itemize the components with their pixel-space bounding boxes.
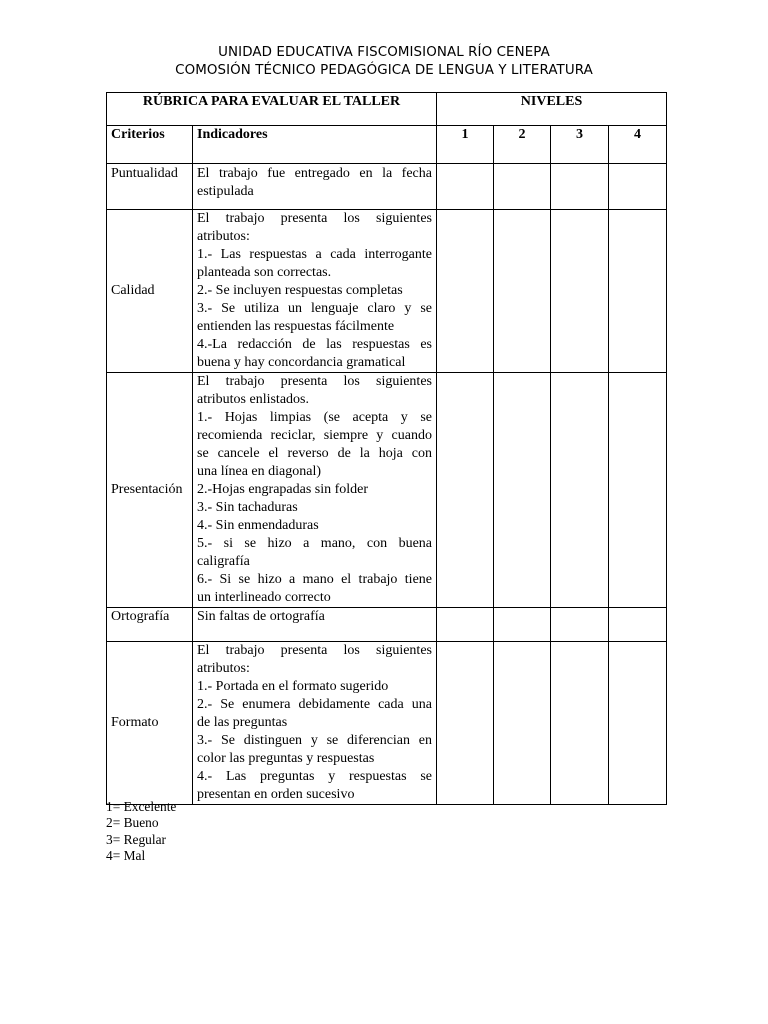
indicador-line: 2.-Hojas engrapadas sin folder [197,482,369,497]
levels-header: NIVELES [437,93,667,126]
indicador-line: 5.- si se hizo a mano, con buena [197,536,432,551]
indicador-cell [193,642,437,805]
legend-item-4: 4= Mal [106,847,146,863]
table-row [107,210,667,373]
indicador-line: estipulada [197,184,254,199]
indicador-line: 3.- Se distinguen y se diferencian en [197,733,432,748]
indicador-line: 2.- Se incluyen respuestas completas [197,283,403,298]
level-1-score-cell[interactable] [437,608,494,642]
level-1-score-cell[interactable] [437,164,494,210]
indicador-line: atributos enlistados. [197,392,309,407]
indicador-line: caligrafía [197,554,250,569]
indicador-line: 4.- Las preguntas y respuestas se [197,769,432,784]
indicador-cell [193,608,437,642]
indicador-line: un interlineado correcto [197,590,331,605]
document-header [0,44,768,80]
level-2-score-cell[interactable] [494,642,551,805]
level-2-score-cell[interactable] [494,210,551,373]
table-row [107,373,667,608]
header-line-2: COMOSIÓN TÉCNICO PEDAGÓGICA DE LENGUA Y LITERATURA [175,63,593,78]
table-title-row [107,93,667,126]
legend-item-1: 1= Excelente [106,799,177,814]
level-2-score-cell[interactable] [494,608,551,642]
indicador-line: 2.- Se enumera debidamente cada una [197,697,432,712]
criterio-cell: Formato [107,642,193,805]
indicador-line: atributos: [197,661,250,676]
indicador-line: 4.-La redacción de las respuestas es [197,337,432,352]
indicador-line: color las preguntas y respuestas [197,751,375,766]
indicador-line: 6.- Si se hizo a mano el trabajo tiene [197,572,432,587]
level-1-score-cell[interactable] [437,210,494,373]
header-line-1: UNIDAD EDUCATIVA FISCOMISIONAL RÍO CENEPA [218,45,550,60]
criterio-cell: Calidad [107,210,193,373]
indicador-line: atributos: [197,229,250,244]
indicador-line: El trabajo presenta los siguientes [197,643,432,658]
level-2-score-cell[interactable] [494,164,551,210]
col-criterios-header: Criterios [107,126,193,164]
table-row [107,164,667,210]
indicador-line: El trabajo presenta los siguientes [197,211,432,226]
level-3-score-cell[interactable] [551,608,609,642]
level-1-header: 1 [437,126,494,164]
level-4-score-cell[interactable] [609,164,667,210]
level-4-score-cell[interactable] [609,210,667,373]
indicador-line: de las preguntas [197,715,288,730]
col-indicadores-header: Indicadores [193,126,437,164]
indicador-line: recomienda reciclar, siempre y cuando [197,428,432,443]
indicador-line: 1.- Las respuestas a cada interrogante [197,247,432,262]
levels-legend [106,799,176,864]
level-3-score-cell[interactable] [551,210,609,373]
indicador-line: 1.- Hojas limpias (se acepta y se [197,410,432,425]
indicador-line: planteada son correctas. [197,265,332,280]
table-row [107,608,667,642]
indicador-line: 4.- Sin enmendaduras [197,518,319,533]
table-column-header-row [107,126,667,164]
indicador-cell [193,373,437,608]
criterio-cell: Puntualidad [107,164,193,210]
level-3-score-cell[interactable] [551,164,609,210]
indicador-line: entienden las respuestas fácilmente [197,319,395,334]
rubric-table [106,92,667,805]
level-4-score-cell[interactable] [609,642,667,805]
rubric-title: RÚBRICA PARA EVALUAR EL TALLER [107,93,437,126]
indicador-line: 3.- Sin tachaduras [197,500,298,515]
level-4-score-cell[interactable] [609,373,667,608]
level-3-score-cell[interactable] [551,373,609,608]
indicador-line: 3.- Se utiliza un lenguaje claro y se [197,301,432,316]
criterio-cell: Ortografía [107,608,193,642]
indicador-line: Sin faltas de ortografía [197,609,325,624]
criterio-cell: Presentación [107,373,193,608]
indicador-cell [193,210,437,373]
level-3-score-cell[interactable] [551,642,609,805]
indicador-cell [193,164,437,210]
level-4-score-cell[interactable] [609,608,667,642]
indicador-line: buena y hay concordancia gramatical [197,355,406,370]
table-row [107,642,667,805]
indicador-line: se cancele el reverso de la hoja con [197,446,432,461]
indicador-line: presentan en orden sucesivo [197,787,355,802]
level-1-score-cell[interactable] [437,373,494,608]
indicador-line: El trabajo presenta los siguientes [197,374,432,389]
level-2-header: 2 [494,126,551,164]
level-1-score-cell[interactable] [437,642,494,805]
indicador-line: una línea en diagonal) [197,464,322,479]
level-3-header: 3 [551,126,609,164]
legend-item-2: 2= Bueno [106,815,159,831]
level-2-score-cell[interactable] [494,373,551,608]
indicador-line: El trabajo fue entregado en la fecha [197,166,432,181]
level-4-header: 4 [609,126,667,164]
indicador-line: 1.- Portada en el formato sugerido [197,679,389,694]
legend-item-3: 3= Regular [106,831,166,847]
